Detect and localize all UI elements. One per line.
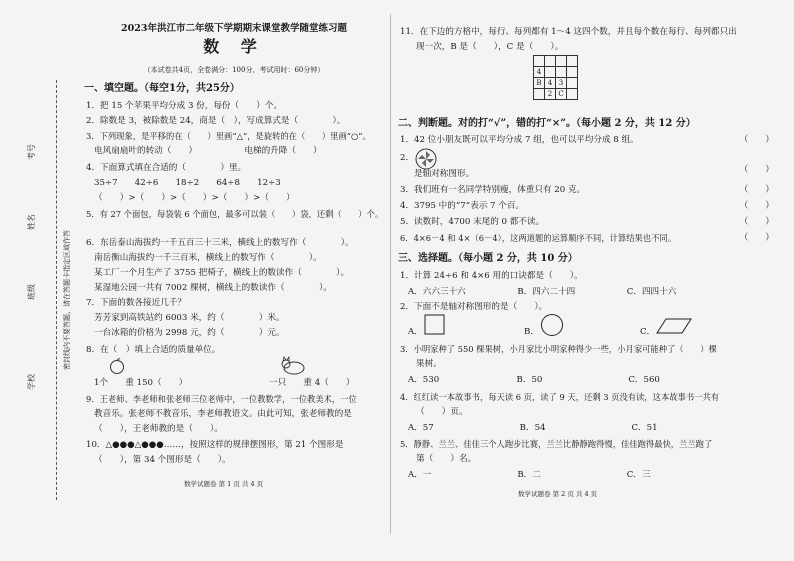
grid-cell — [556, 56, 567, 67]
binding-margin — [0, 0, 82, 561]
left-page — [84, 0, 384, 561]
choice-1-options: A．六六三十六 B．四六二十四 C．四四十六 — [408, 287, 677, 297]
grid-cell — [534, 56, 545, 67]
choice-3-line1: 3．小明家种了 550 棵果树，小月家比小明家种得少一些，小月家可能种了（ ）棵 — [400, 344, 717, 354]
grid-cell: B — [534, 78, 545, 89]
left-footer: 数学试题卷 第 1 页 共 4 页 — [184, 480, 264, 488]
q9-line1: 9．王老师、李老师和张老师三位老师中，一位教数学，一位教美术，一位 — [86, 394, 357, 404]
school-label: 学校 — [27, 374, 36, 390]
subject-title: 数 学 — [203, 37, 265, 56]
choice-4-line1: 4．红红读一本故事书，每天读 6 页，读了 9 天，还剩 3 页没有读，这本故事书一共有 — [400, 392, 720, 402]
grid-cell: 2 — [545, 89, 556, 100]
judge-6: 6．4×6－4 和 4×（6－4），这两道题的运算顺序不同，计算结果也不同。 — [400, 233, 676, 243]
section-1-heading: 一、填空题。（每空1分，共25分） — [84, 83, 240, 94]
page-divider — [390, 14, 391, 534]
q10-line2: （ ），第 34 个图形是（ ）。 — [94, 455, 231, 465]
grid-cell — [567, 89, 578, 100]
q3-items: 电风扇扇叶的转动（ ） 电梯的升降（ ） — [94, 146, 322, 156]
q4-blanks: （ ）>（ ）>（ ）>（ ）>（ ） — [94, 193, 295, 203]
exam-number-label: 考号 — [27, 144, 36, 160]
q2: 2．除数是 3，被除数是 24，商是（ ），写成算式是（ ）。 — [86, 116, 346, 126]
judge-4: 4．3795 中的“7”表示 7 个百。 — [400, 201, 525, 211]
judge-2-number: 2． — [400, 153, 415, 163]
choice-5-options: A．一 B．二 C．三 — [408, 470, 651, 480]
parallelogram-shape-icon — [656, 318, 692, 334]
judge-3: 3．我们班有一名同学特别瘦，体重只有 20 克。 — [400, 185, 586, 195]
choice-2-option-a: A． — [408, 327, 423, 337]
grid-cell: 4 — [534, 67, 545, 78]
seal-notice: 密封线内不要答题，请在答题卡指定区域作答 — [63, 230, 71, 370]
q9-line3: （ ），王老师教的是（ ）。 — [94, 424, 223, 434]
choice-1: 1．计算 24÷6 和 4×6 用的口诀都是（ ）。 — [400, 271, 583, 281]
choice-2-option-b: B． — [524, 327, 539, 337]
grid-cell — [567, 56, 578, 67]
q11-line1: 11．在下边的方格中，每行、每列都有 1～4 这四个数，并且每个数在每行、每列都只出 — [400, 27, 737, 37]
q7-line2: 一台冰箱的价格为 2998 元，约（ ）元。 — [94, 328, 285, 338]
grid-cell — [534, 89, 545, 100]
choice-3-line2: 果树。 — [416, 359, 442, 369]
q10-line1: 10．△●●●△●●●……，按照这样的规律摆图形，第 21 个图形是 — [86, 440, 344, 450]
q4-expressions: 35÷7 42÷6 18÷2 64÷8 12÷3 — [94, 178, 281, 188]
apple-picture-icon — [108, 358, 126, 374]
q7-line1: 芳芳家到高铁站约 6003 米，约（ ）米。 — [94, 313, 285, 323]
number-grid — [533, 55, 578, 100]
q7: 7．下面的数各接近几千？ — [86, 298, 186, 308]
square-shape-icon — [424, 314, 446, 336]
class-label: 班级 — [27, 284, 36, 300]
grid-cell: 4 — [545, 78, 556, 89]
section-3-heading: 三、选择题。（每小题 2 分，共 10 分） — [398, 253, 578, 264]
judge-5: 5．读数时，4700 末尾的 0 都不读。 — [400, 217, 545, 227]
q9-line2: 教音乐。张老师不教音乐，李老师教语文。由此可知，张老师教的是 — [94, 409, 352, 419]
exam-title: 2023年洪江市二年级下学期期末课堂教学随堂练习题 — [121, 23, 347, 34]
q6-line1: 6．东岳泰山海拔约一千五百三十三米，横线上的数写作（ ）。 — [86, 238, 354, 248]
circle-shape-icon — [540, 313, 564, 337]
choice-4-line2: （ ）页。 — [416, 407, 468, 417]
name-label: 姓名 — [27, 214, 36, 230]
q8: 8．在（ ）填上合适的质量单位。 — [86, 345, 221, 355]
q8-line: 1个 重 150（ ） 一只 重 4（ ） — [94, 378, 355, 388]
judge-4-answer: （ ） — [739, 201, 774, 211]
judge-1: 1．42 位小朋友既可以平均分成 7 组，也可以平均分成 8 组。 — [400, 135, 639, 145]
q6-line3: 某工厂一个月生产了 3755 把椅子，横线上的数读作（ ）。 — [94, 268, 350, 278]
choice-2-option-c: C． — [640, 327, 656, 337]
q4: 4．下面算式填在合适的（ ）里。 — [86, 163, 247, 173]
grid-cell — [567, 67, 578, 78]
judge-3-answer: （ ） — [739, 185, 774, 195]
pinwheel-picture-icon — [414, 148, 438, 170]
right-page — [398, 0, 784, 561]
q11-line2: 现一次，B 是（ ），C 是（ ）。 — [416, 42, 564, 52]
judge-6-answer: （ ） — [739, 233, 774, 243]
grid-cell — [545, 67, 556, 78]
choice-3-options: A．530 B．50 C．560 — [408, 375, 660, 385]
choice-5-line1: 5．静静、兰兰、佳佳三个人跑步比赛，兰兰比静静跑得慢，佳佳跑得最快，兰兰跑了 — [400, 439, 713, 449]
choice-4-options: A．57 B．54 C．51 — [408, 423, 658, 433]
grid-cell: 3 — [556, 78, 567, 89]
grid-cell — [545, 56, 556, 67]
right-footer: 数学试题卷 第 2 页 共 4 页 — [518, 490, 598, 498]
q1: 1．把 15 个苹果平均分成 3 份，每份（ ）个。 — [86, 101, 283, 111]
judge-2: 是轴对称图形。 — [414, 169, 475, 179]
choice-2: 2．下面不是轴对称图形的是（ ）。 — [400, 302, 548, 312]
q6-line4: 某湿地公园一共有 7002 棵树，横线上的数读作（ ）。 — [94, 283, 332, 293]
exam-note: （本试卷共4页，全卷满分：100分，考试用时：60分钟） — [143, 66, 325, 74]
q6-line2: 南岳衡山海拔约一千三百米，横线上的数写作（ ）。 — [94, 253, 322, 263]
grid-cell: C — [556, 89, 567, 100]
grid-cell — [567, 78, 578, 89]
judge-2-answer: （ ） — [739, 165, 774, 175]
seal-dashed-line — [56, 80, 57, 500]
choice-5-line2: 第（ ）名。 — [416, 454, 477, 464]
q5: 5．有 27 个面包，每袋装 6 个面包，最多可以装（ ）袋，还剩（ ）个。 — [86, 209, 384, 219]
section-2-heading: 二、判断题。对的打“√”，错的打“×”。（每小题 2 分，共 12 分） — [398, 118, 696, 129]
judge-5-answer: （ ） — [739, 217, 774, 227]
cat-picture-icon — [280, 356, 306, 376]
grid-cell — [556, 67, 567, 78]
q3: 3．下列现象，是平移的在（ ）里画“△”，是旋转的在（ ）里画“○”。 — [86, 131, 371, 141]
judge-1-answer: （ ） — [739, 135, 774, 145]
